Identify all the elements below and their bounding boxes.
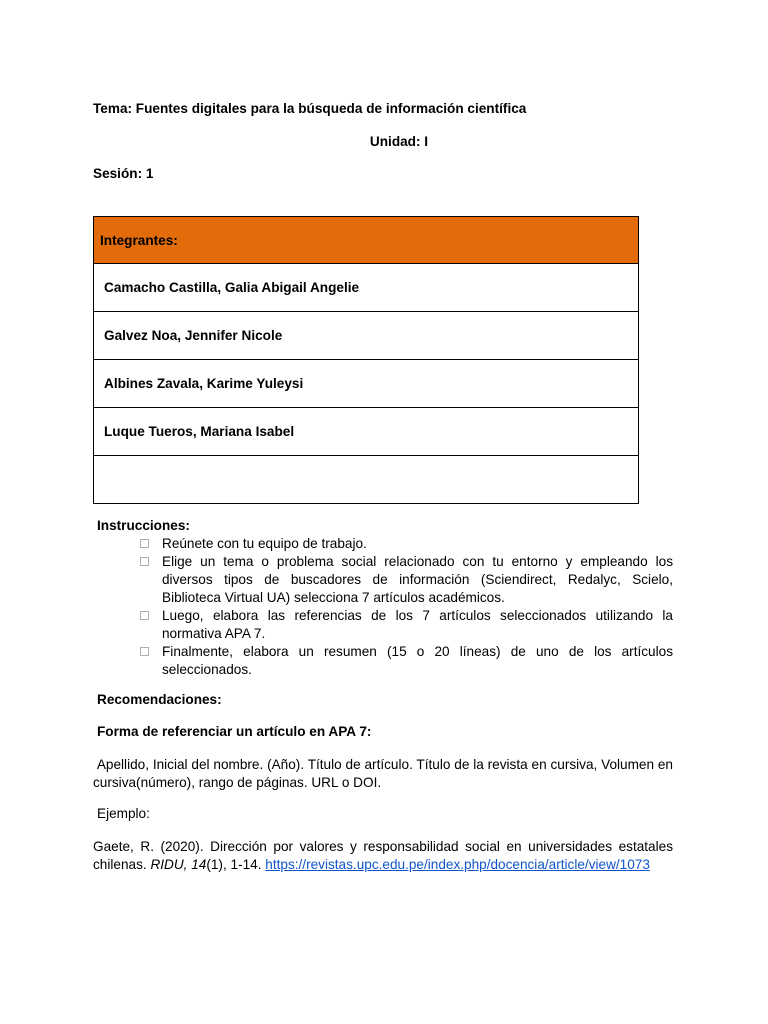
instructions-list <box>140 535 673 679</box>
unit-heading: Unidad: I <box>369 134 429 149</box>
topic-heading: Tema: Fuentes digitales para la búsqueda de información científica <box>93 101 527 116</box>
recommendations-title: Recomendaciones: <box>97 692 222 707</box>
members-table-header-row <box>94 217 639 264</box>
instruction-text: Elige un tema o problema social relacionado con tu entorno y empleando los diversos tipos de buscadores de información (Sciendirect, Redalyc, Scielo, Biblioteca Virtual UA) selecciona 7 artículos académicos. <box>162 554 673 605</box>
apa-format-description <box>93 756 673 792</box>
apa-format-title: Forma de referenciar un artículo en APA 7: <box>97 724 372 739</box>
table-row <box>94 360 639 408</box>
reference-text: Gaete, R. (2020). Dirección por valores y responsabilidad social en universidades estatales chilenas. <box>93 839 673 872</box>
instruction-text: Finalmente, elabora un resumen (15 o 20 líneas) de uno de los artículos seleccionados. <box>162 644 673 677</box>
members-table-header: Integrantes: <box>94 217 639 264</box>
list-item <box>140 643 673 679</box>
checkbox-bullet-icon <box>140 557 149 566</box>
reference-journal: RIDU, 14 <box>150 857 207 872</box>
list-item <box>140 607 673 643</box>
reference-url-link[interactable]: https://revistas.upc.edu.pe/index.php/docencia/article/view/1073 <box>265 857 650 872</box>
table-row <box>94 456 639 504</box>
member-name: Albines Zavala, Karime Yuleysi <box>94 360 639 408</box>
member-name: Camacho Castilla, Galia Abigail Angelie <box>94 264 639 312</box>
apa-format-text: Apellido, Inicial del nombre. (Año). Título de artículo. Título de la revista en cursiva, Volumen en cursiva(número), rango de páginas. URL o DOI. <box>93 757 673 790</box>
table-row <box>94 312 639 360</box>
member-name: Galvez Noa, Jennifer Nicole <box>94 312 639 360</box>
checkbox-bullet-icon <box>140 611 149 620</box>
instruction-text: Reúnete con tu equipo de trabajo. <box>162 536 367 551</box>
table-row <box>94 264 639 312</box>
members-table <box>93 216 639 504</box>
instruction-text: Luego, elabora las referencias de los 7 artículos seleccionados utilizando la normativa APA 7. <box>162 608 673 641</box>
checkbox-bullet-icon <box>140 647 149 656</box>
instructions-title: Instrucciones: <box>97 518 190 533</box>
list-item <box>140 535 673 553</box>
checkbox-bullet-icon <box>140 539 149 548</box>
list-item <box>140 553 673 607</box>
reference-issue-pages: (1), 1-14. <box>206 857 266 872</box>
member-name-empty <box>94 456 639 504</box>
example-reference <box>93 838 673 874</box>
example-label: Ejemplo: <box>97 806 150 821</box>
table-row <box>94 408 639 456</box>
session-heading: Sesión: 1 <box>93 166 154 181</box>
member-name: Luque Tueros, Mariana Isabel <box>94 408 639 456</box>
